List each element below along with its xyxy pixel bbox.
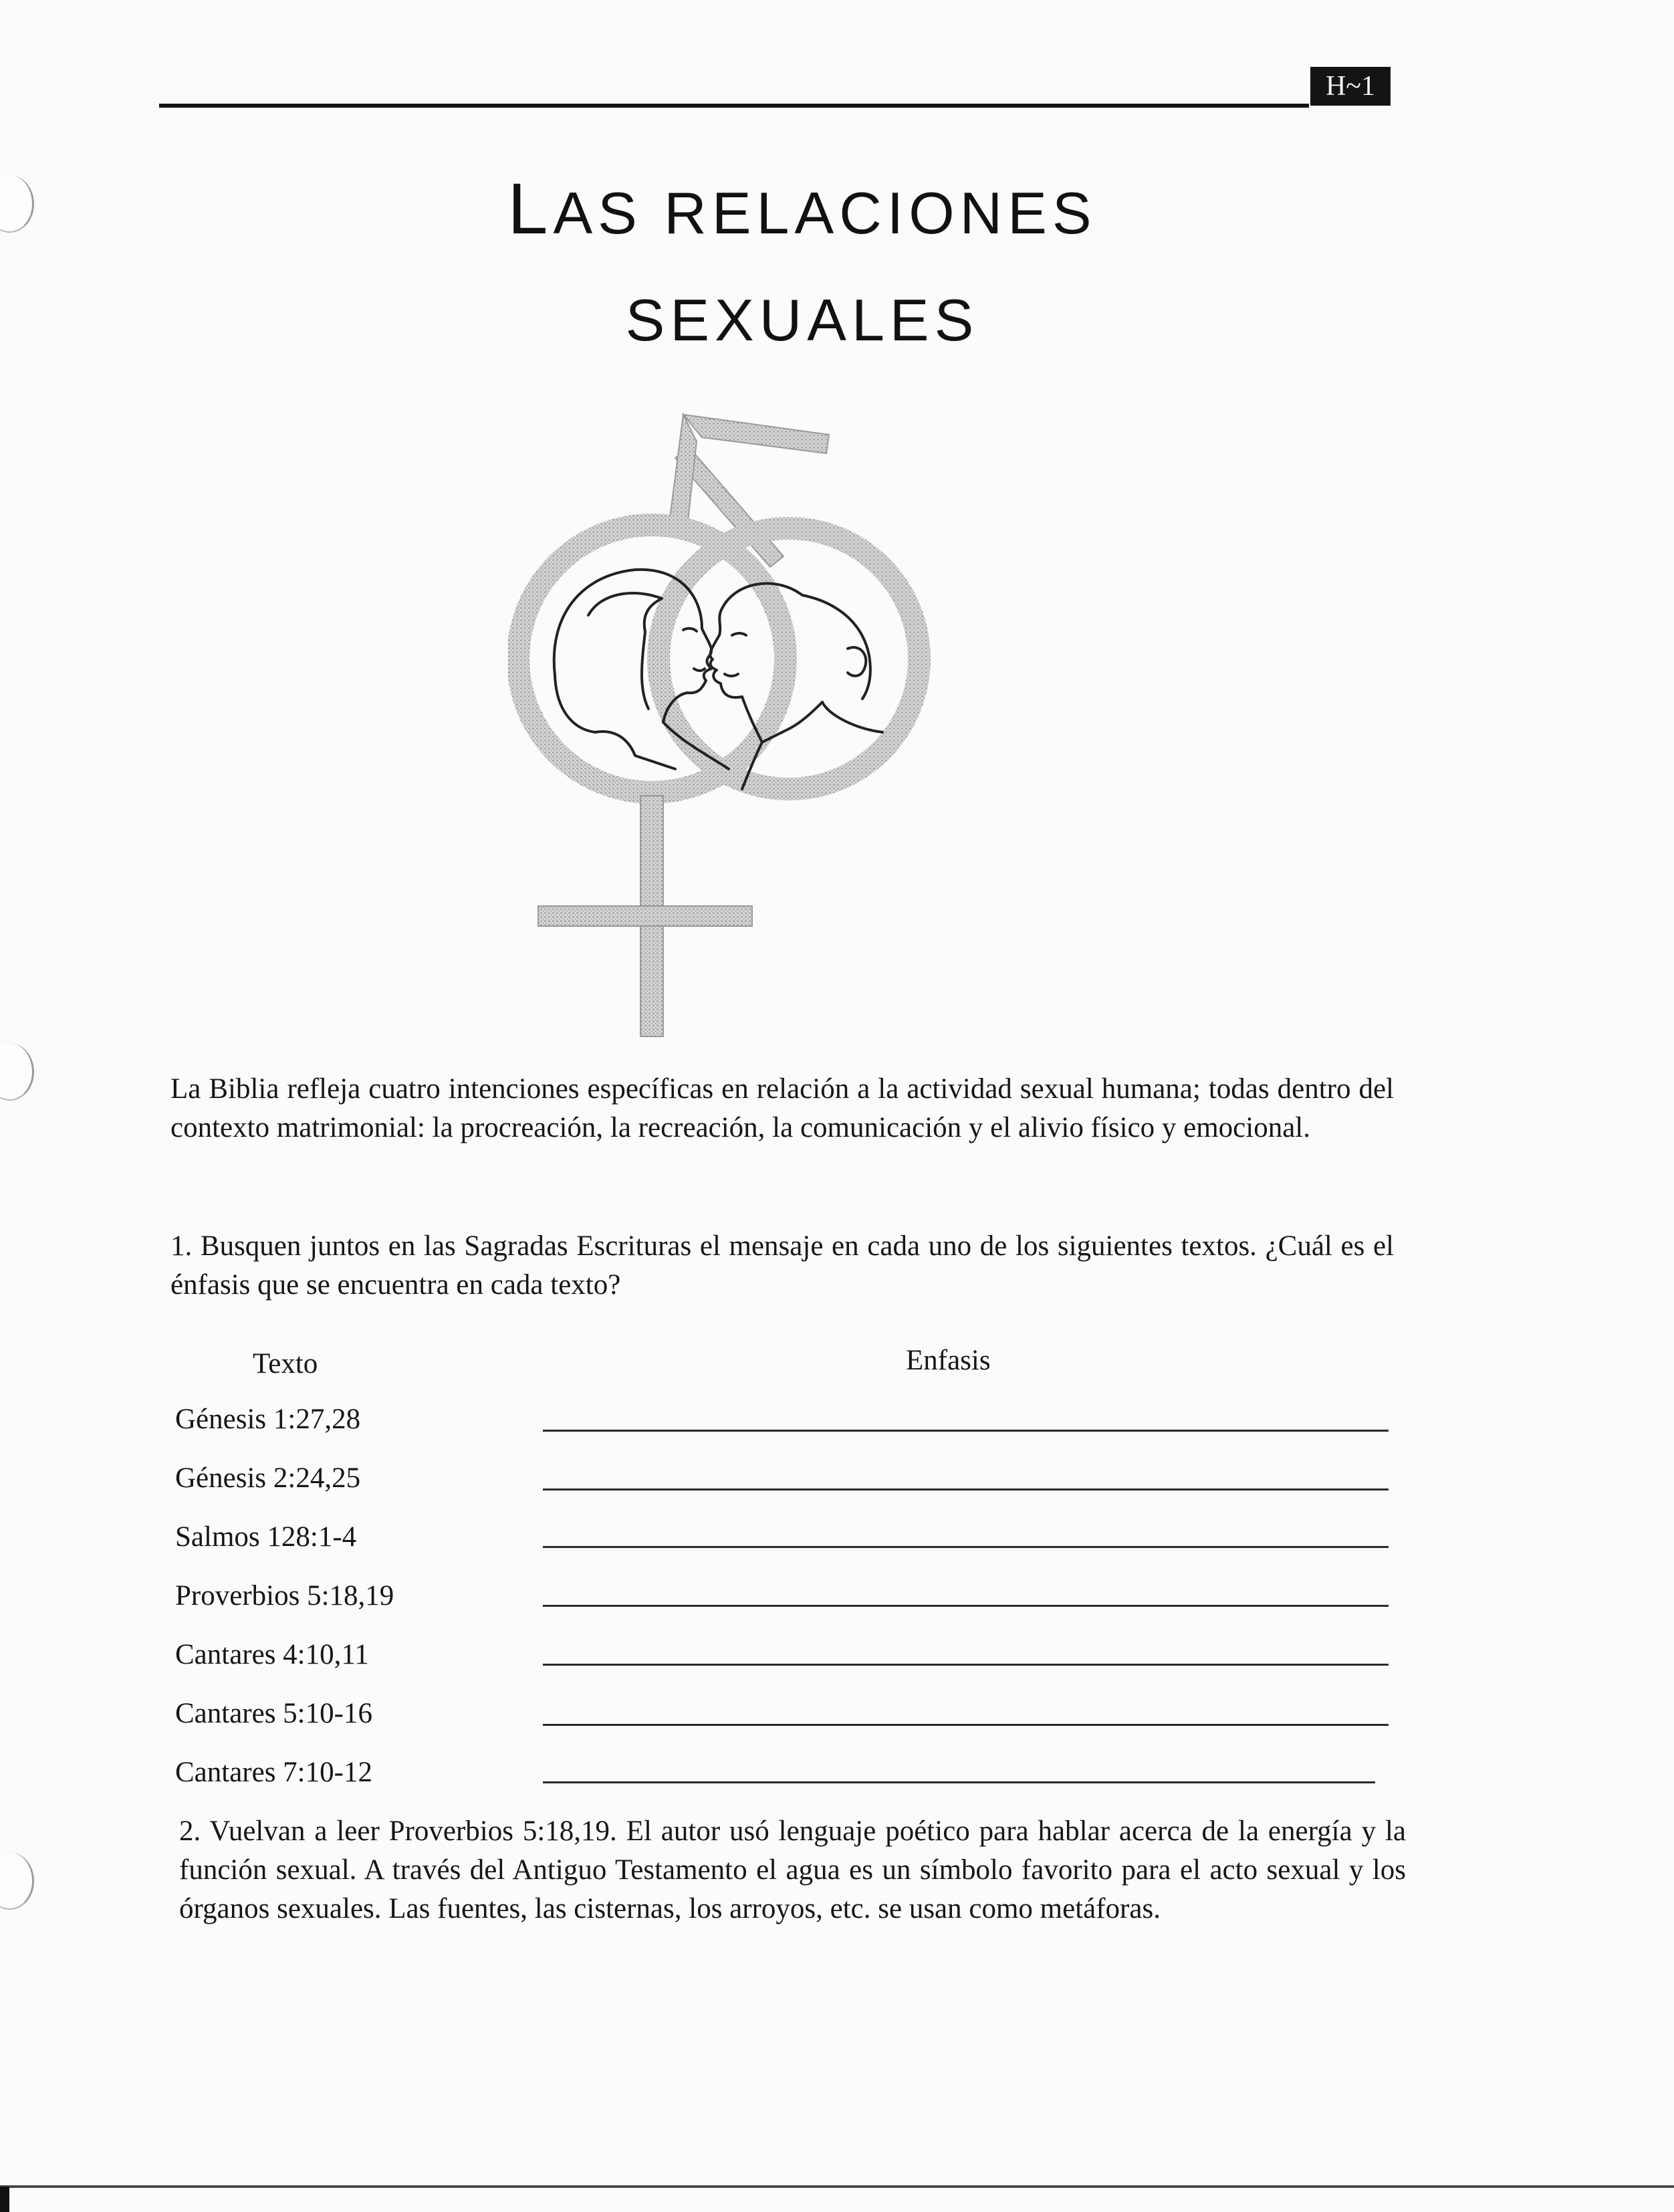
page-title [374,155,1230,374]
text-reference: Proverbios 5:18,19 [175,1580,394,1612]
answer-line[interactable] [543,1781,1375,1783]
question-1: 1. Busquen juntos en las Sagradas Escrituras el mensaje en cada uno de los siguientes textos. ¿Cuál es el énfasis que se encuentra en cada texto? [170,1230,1394,1301]
title-line-1-rest: AS RELACIONES [553,180,1097,246]
scan-corner-mark [0,2187,9,2212]
header-rule [159,104,1309,108]
text-reference: Salmos 128:1-4 [175,1521,357,1553]
answer-line[interactable] [543,1605,1389,1607]
title-line-2: SEXUALES [625,287,979,353]
title-initial: L [507,168,554,249]
answer-line[interactable] [543,1724,1389,1726]
question-2: 2. Vuelvan a leer Proverbios 5:18,19. El autor usó lenguaje poético para hablar acerca de la energía y la función sexual. A través del Antiguo Testamento el agua es un símbolo favorito para el acto sexual y los órganos sexuales. Las fuentes, las cisternas, los arroyos, etc. se usan como metáforas. [179,1815,1406,1924]
page-tag: H~1 [1310,67,1391,106]
footer-rule [0,2185,1674,2188]
text-reference: Cantares 4:10,11 [175,1639,369,1670]
answer-line[interactable] [543,1664,1389,1666]
answer-line[interactable] [543,1430,1389,1432]
text-reference: Cantares 5:10-16 [175,1698,372,1729]
column-header-enfasis: Enfasis [906,1345,991,1376]
gender-symbols-illustration [508,395,1056,1050]
binder-hole-middle [0,1043,34,1101]
female-symbol-cross [538,796,752,1036]
text-reference: Cantares 7:10-12 [175,1757,372,1788]
text-reference: Génesis 2:24,25 [175,1462,361,1494]
answer-line[interactable] [543,1546,1389,1548]
intro-paragraph: La Biblia refleja cuatro intenciones específicas en relación a la actividad sexual humana; todas dentro del contexto matrimonial: la procreación, la recreación, la comunicación y el alivio físico y emocional. [170,1073,1394,1143]
binder-hole-bottom [0,1852,34,1910]
column-header-texto: Texto [253,1348,318,1379]
text-reference: Génesis 1:27,28 [175,1404,361,1435]
binder-hole-top [0,175,34,233]
woman-face-icon [554,570,729,769]
title-line-1 [374,155,1230,267]
answer-line[interactable] [543,1488,1389,1490]
